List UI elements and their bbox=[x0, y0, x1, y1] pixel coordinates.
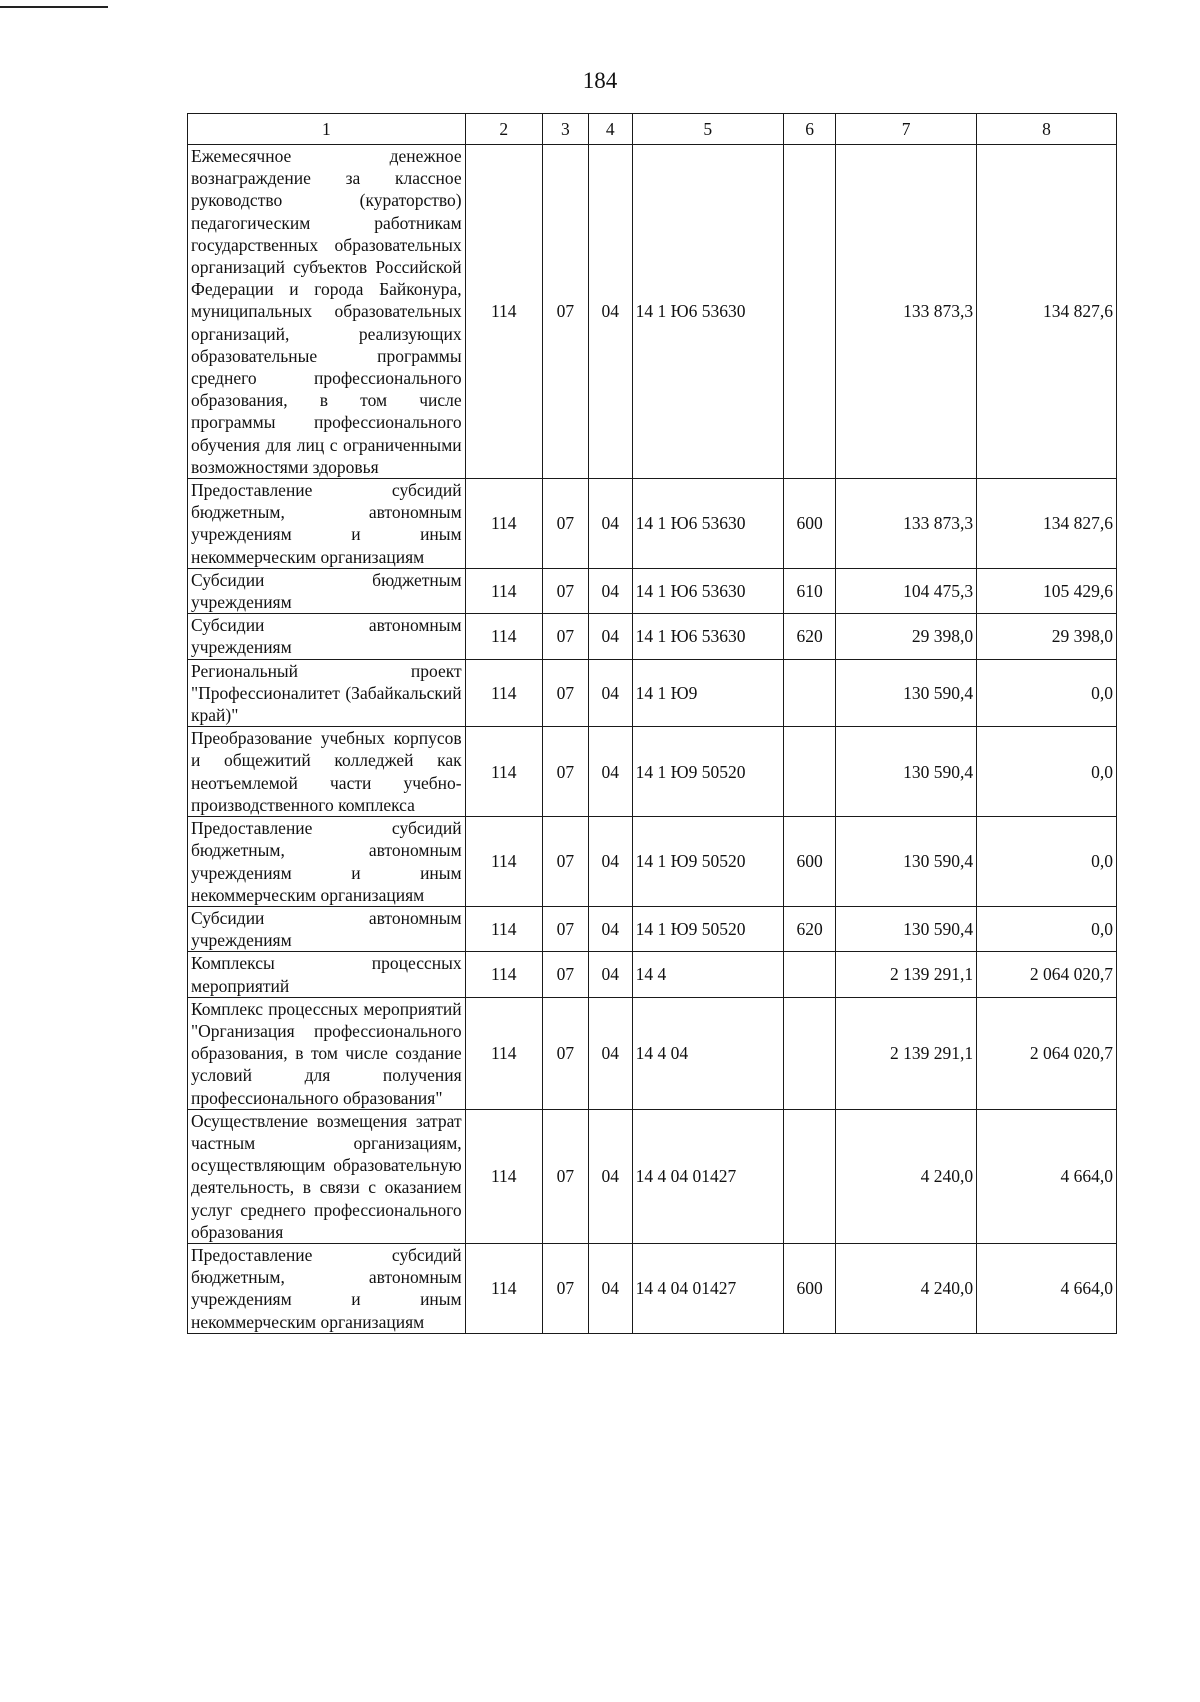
cell-col5: 14 1 Ю6 53630 bbox=[632, 614, 783, 659]
cell-col7: 130 590,4 bbox=[836, 659, 977, 727]
cell-col5: 14 1 Ю6 53630 bbox=[632, 145, 783, 479]
cell-col2: 114 bbox=[465, 659, 542, 727]
column-header: 1 bbox=[188, 114, 466, 145]
cell-col4: 04 bbox=[588, 479, 632, 569]
cell-col6: 600 bbox=[783, 817, 835, 907]
table-row bbox=[188, 952, 1117, 997]
cell-col8: 4 664,0 bbox=[977, 1109, 1117, 1243]
cell-col6: 600 bbox=[783, 1243, 835, 1333]
cell-col4: 04 bbox=[588, 906, 632, 951]
cell-col5: 14 4 04 01427 bbox=[632, 1243, 783, 1333]
table-row bbox=[188, 145, 1117, 479]
cell-col2: 114 bbox=[465, 906, 542, 951]
table-row bbox=[188, 1243, 1117, 1333]
column-header: 6 bbox=[783, 114, 835, 145]
cell-col5: 14 1 Ю9 50520 bbox=[632, 817, 783, 907]
cell-col8: 29 398,0 bbox=[977, 614, 1117, 659]
cell-col4: 04 bbox=[588, 997, 632, 1109]
cell-col4: 04 bbox=[588, 659, 632, 727]
cell-col3: 07 bbox=[542, 952, 588, 997]
column-header: 4 bbox=[588, 114, 632, 145]
cell-col5: 14 4 04 bbox=[632, 997, 783, 1109]
cell-col8: 0,0 bbox=[977, 906, 1117, 951]
corner-scan-mark bbox=[0, 6, 108, 8]
cell-col3: 07 bbox=[542, 906, 588, 951]
table-row bbox=[188, 817, 1117, 907]
cell-col7: 104 475,3 bbox=[836, 568, 977, 613]
cell-col6: 600 bbox=[783, 479, 835, 569]
cell-col8: 134 827,6 bbox=[977, 479, 1117, 569]
cell-col7: 4 240,0 bbox=[836, 1109, 977, 1243]
cell-col7: 2 139 291,1 bbox=[836, 952, 977, 997]
cell-col3: 07 bbox=[542, 817, 588, 907]
cell-col5: 14 1 Ю6 53630 bbox=[632, 479, 783, 569]
cell-col3: 07 bbox=[542, 659, 588, 727]
cell-col7: 2 139 291,1 bbox=[836, 997, 977, 1109]
row-name: Субсидии бюджетным учреждениям bbox=[188, 568, 466, 613]
row-name: Комплексы процессных мероприятий bbox=[188, 952, 466, 997]
cell-col5: 14 4 04 01427 bbox=[632, 1109, 783, 1243]
cell-col6: 610 bbox=[783, 568, 835, 613]
column-header: 7 bbox=[836, 114, 977, 145]
budget-table bbox=[187, 113, 1117, 1334]
cell-col3: 07 bbox=[542, 568, 588, 613]
column-header: 2 bbox=[465, 114, 542, 145]
cell-col3: 07 bbox=[542, 479, 588, 569]
cell-col2: 114 bbox=[465, 997, 542, 1109]
column-header: 8 bbox=[977, 114, 1117, 145]
cell-col8: 0,0 bbox=[977, 817, 1117, 907]
cell-col5: 14 1 Ю6 53630 bbox=[632, 568, 783, 613]
cell-col7: 130 590,4 bbox=[836, 906, 977, 951]
cell-col6 bbox=[783, 1109, 835, 1243]
row-name: Субсидии автономным учреждениям bbox=[188, 906, 466, 951]
cell-col6 bbox=[783, 145, 835, 479]
table-row bbox=[188, 479, 1117, 569]
cell-col4: 04 bbox=[588, 145, 632, 479]
row-name: Осуществление возмещения затрат частным организациям, осуществляющим образовательную деятельность, в связи с оказанием услуг среднего профессионального образования bbox=[188, 1109, 466, 1243]
cell-col3: 07 bbox=[542, 1243, 588, 1333]
cell-col7: 133 873,3 bbox=[836, 145, 977, 479]
cell-col8: 2 064 020,7 bbox=[977, 952, 1117, 997]
cell-col8: 105 429,6 bbox=[977, 568, 1117, 613]
row-name: Предоставление субсидий бюджетным, автономным учреждениям и иным некоммерческим организациям bbox=[188, 479, 466, 569]
cell-col8: 4 664,0 bbox=[977, 1243, 1117, 1333]
cell-col3: 07 bbox=[542, 727, 588, 817]
cell-col2: 114 bbox=[465, 1109, 542, 1243]
row-name: Предоставление субсидий бюджетным, автономным учреждениям и иным некоммерческим организациям bbox=[188, 817, 466, 907]
cell-col8: 134 827,6 bbox=[977, 145, 1117, 479]
cell-col7: 4 240,0 bbox=[836, 1243, 977, 1333]
cell-col6 bbox=[783, 659, 835, 727]
cell-col6 bbox=[783, 727, 835, 817]
cell-col4: 04 bbox=[588, 952, 632, 997]
cell-col4: 04 bbox=[588, 817, 632, 907]
table-header-row bbox=[188, 114, 1117, 145]
cell-col8: 0,0 bbox=[977, 727, 1117, 817]
cell-col7: 130 590,4 bbox=[836, 817, 977, 907]
cell-col2: 114 bbox=[465, 952, 542, 997]
cell-col4: 04 bbox=[588, 614, 632, 659]
cell-col2: 114 bbox=[465, 568, 542, 613]
cell-col5: 14 1 Ю9 bbox=[632, 659, 783, 727]
cell-col4: 04 bbox=[588, 568, 632, 613]
cell-col7: 130 590,4 bbox=[836, 727, 977, 817]
row-name: Комплекс процессных мероприятий "Организация профессионального образования, в том числе создание условий для получения профессионального образования" bbox=[188, 997, 466, 1109]
table-row bbox=[188, 659, 1117, 727]
cell-col3: 07 bbox=[542, 614, 588, 659]
table-row bbox=[188, 997, 1117, 1109]
cell-col2: 114 bbox=[465, 479, 542, 569]
table-row bbox=[188, 906, 1117, 951]
cell-col2: 114 bbox=[465, 1243, 542, 1333]
cell-col6: 620 bbox=[783, 906, 835, 951]
cell-col6: 620 bbox=[783, 614, 835, 659]
cell-col2: 114 bbox=[465, 614, 542, 659]
page-number: 184 bbox=[582, 68, 618, 93]
table-row bbox=[188, 727, 1117, 817]
cell-col6 bbox=[783, 952, 835, 997]
cell-col5: 14 4 bbox=[632, 952, 783, 997]
row-name: Ежемесячное денежное вознаграждение за классное руководство (кураторство) педагогическим работникам государственных образовательных организаций субъектов Российской Федерации и города Байконура, муниципальных образовательных организаций, реализующих образовательные программы среднего профессионального образования, в том числе программы профессионального обучения для лиц с ограниченными возможностями здоровья bbox=[188, 145, 466, 479]
cell-col3: 07 bbox=[542, 997, 588, 1109]
cell-col6 bbox=[783, 997, 835, 1109]
cell-col2: 114 bbox=[465, 727, 542, 817]
cell-col4: 04 bbox=[588, 1243, 632, 1333]
table-row bbox=[188, 568, 1117, 613]
cell-col8: 2 064 020,7 bbox=[977, 997, 1117, 1109]
row-name: Субсидии автономным учреждениям bbox=[188, 614, 466, 659]
cell-col8: 0,0 bbox=[977, 659, 1117, 727]
cell-col3: 07 bbox=[542, 145, 588, 479]
cell-col7: 29 398,0 bbox=[836, 614, 977, 659]
cell-col4: 04 bbox=[588, 727, 632, 817]
column-header: 3 bbox=[542, 114, 588, 145]
row-name: Предоставление субсидий бюджетным, автономным учреждениям и иным некоммерческим организациям bbox=[188, 1243, 466, 1333]
cell-col5: 14 1 Ю9 50520 bbox=[632, 906, 783, 951]
table-row bbox=[188, 614, 1117, 659]
row-name: Региональный проект "Профессионалитет (Забайкальский край)" bbox=[188, 659, 466, 727]
column-header: 5 bbox=[632, 114, 783, 145]
cell-col5: 14 1 Ю9 50520 bbox=[632, 727, 783, 817]
cell-col2: 114 bbox=[465, 817, 542, 907]
cell-col3: 07 bbox=[542, 1109, 588, 1243]
cell-col4: 04 bbox=[588, 1109, 632, 1243]
table-row bbox=[188, 1109, 1117, 1243]
cell-col7: 133 873,3 bbox=[836, 479, 977, 569]
row-name: Преобразование учебных корпусов и общежитий колледжей как неотъемлемой части учебно-производственного комплекса bbox=[188, 727, 466, 817]
cell-col2: 114 bbox=[465, 145, 542, 479]
